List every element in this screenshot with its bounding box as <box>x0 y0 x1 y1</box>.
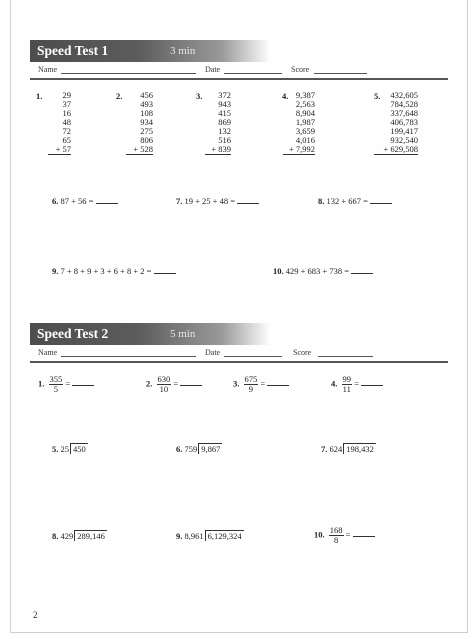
addend: 1,987 <box>295 117 315 127</box>
numerator: 99 <box>342 374 351 384</box>
problem-1: 1. $\frac{355}{5}$ = <box>38 375 94 394</box>
addend: 132 <box>218 126 231 136</box>
speed-test-2-title: Speed Test 2 <box>37 326 109 341</box>
addend: + 528 <box>126 145 153 155</box>
addend: + 57 <box>48 145 71 155</box>
addend: 372 <box>218 90 231 100</box>
denominator: 10 <box>159 384 169 394</box>
addend: 943 <box>218 99 231 109</box>
problem-number: 3. <box>196 91 203 101</box>
problem-number: 1. <box>36 91 43 101</box>
score-label: Score <box>291 65 310 74</box>
problem-number: 8. <box>318 196 325 206</box>
date-label: Date <box>205 65 221 74</box>
addend: 932,540 <box>390 135 418 145</box>
addend: 9,387 <box>295 90 315 100</box>
denominator: 9 <box>248 384 253 394</box>
addend: + 839 <box>205 145 231 155</box>
addend: 16 <box>62 108 71 118</box>
date-field[interactable] <box>224 356 282 357</box>
score-field[interactable] <box>318 356 373 357</box>
answer-blank[interactable] <box>72 379 94 386</box>
divisor: 25 <box>60 444 69 454</box>
addend: 406,783 <box>390 117 418 127</box>
problem-expression: 429 + 683 + 738 = <box>285 266 350 276</box>
problem-10: 10. $\frac{168}{8}$ = <box>314 526 375 545</box>
addend: 934 <box>140 117 153 127</box>
dividend: 6,129,324 <box>205 530 244 541</box>
divisor: 759 <box>184 444 198 454</box>
addend: 869 <box>218 117 231 127</box>
denominator: 11 <box>342 384 351 394</box>
problem-3: 3. $\frac{675}{9}$ = <box>233 375 289 394</box>
denominator: 5 <box>53 384 58 394</box>
addend: 432,605 <box>390 90 418 100</box>
name-label: Name <box>38 348 58 357</box>
addition-column-5 <box>374 91 418 155</box>
addend: 337,648 <box>390 108 418 118</box>
problem-number: 9. <box>176 531 183 541</box>
problem-expression: 132 + 667 = <box>326 196 368 206</box>
problem-8 <box>52 530 107 541</box>
date-field[interactable] <box>224 73 282 74</box>
problem-number: 7. <box>321 444 328 454</box>
numerator: 168 <box>329 525 343 535</box>
problem-number: 10. <box>273 266 284 276</box>
problem-number: 4. <box>331 378 338 389</box>
addend: 456 <box>140 90 153 100</box>
problem-7 <box>321 443 376 454</box>
numerator: 675 <box>244 374 258 384</box>
addition-column-4 <box>283 91 315 155</box>
name-label: Name <box>38 65 58 74</box>
addition-column-3 <box>205 91 231 155</box>
speed-test-1-title: Speed Test 1 <box>37 43 109 58</box>
answer-blank[interactable] <box>351 267 373 274</box>
addend: 65 <box>62 135 71 145</box>
problem-number: 2. <box>116 91 123 101</box>
problem-6 <box>176 443 222 454</box>
denominator: 8 <box>334 535 339 545</box>
header-rule <box>30 78 448 80</box>
addend: 48 <box>62 117 71 127</box>
problem-number: 3. <box>233 378 240 389</box>
problem-number: 10. <box>314 529 325 540</box>
answer-blank[interactable] <box>361 379 383 386</box>
fraction <box>157 375 172 394</box>
problem-6 <box>52 196 118 206</box>
addend: 784,528 <box>390 99 418 109</box>
addend: 108 <box>140 108 153 118</box>
problem-9 <box>176 530 244 541</box>
addend: 3,659 <box>295 126 315 136</box>
score-field[interactable] <box>314 73 367 74</box>
addend: 37 <box>62 99 71 109</box>
addition-column-1 <box>48 91 71 155</box>
divisor: 8,961 <box>184 531 204 541</box>
problem-2: 2. $\frac{630}{10}$ = <box>146 375 202 394</box>
problem-7 <box>176 196 259 206</box>
problem-8 <box>318 196 392 206</box>
problem-expression: 7 + 8 + 9 + 3 + 6 + 8 + 2 = <box>60 266 152 276</box>
problem-expression: 19 + 25 + 48 = <box>184 196 236 206</box>
problem-number: 8. <box>52 531 59 541</box>
divisor: 624 <box>329 444 343 454</box>
fraction <box>244 375 259 394</box>
problem-number: 4. <box>282 91 289 101</box>
addend: 8,904 <box>295 108 315 118</box>
header-rule <box>30 361 448 363</box>
numerator: 630 <box>157 374 171 384</box>
addend: 2,563 <box>295 99 315 109</box>
score-label: Score <box>293 348 312 357</box>
problem-number: 2. <box>146 378 153 389</box>
speed-test-2-time: 5 min <box>170 328 196 340</box>
addition-column-2 <box>126 91 153 155</box>
answer-blank[interactable] <box>180 379 202 386</box>
problem-5 <box>52 443 88 454</box>
problem-number: 7. <box>176 196 183 206</box>
addend: 493 <box>140 99 153 109</box>
problem-4: 4. $\frac{99}{11}$ = <box>331 375 383 394</box>
fraction <box>49 375 64 394</box>
problem-number: 6. <box>52 196 59 206</box>
addend: + 629,508 <box>374 145 418 155</box>
fraction <box>329 526 344 545</box>
answer-blank[interactable] <box>353 530 375 537</box>
problem-10 <box>273 266 373 276</box>
problem-number: 5. <box>374 91 381 101</box>
numerator: 355 <box>49 374 63 384</box>
addend: 516 <box>218 135 231 145</box>
fraction <box>342 375 353 394</box>
speed-test-2-header <box>30 323 270 345</box>
dividend: 450 <box>70 443 88 454</box>
answer-blank[interactable] <box>154 267 176 274</box>
problem-number: 6. <box>176 444 183 454</box>
answer-blank[interactable] <box>370 197 392 204</box>
dividend: 9,867 <box>198 443 222 454</box>
problem-expression: 87 + 56 = <box>60 196 94 206</box>
dividend: 198,432 <box>343 443 376 454</box>
addend: 199,417 <box>390 126 418 136</box>
speed-test-1-time: 3 min <box>170 45 196 57</box>
addend: 415 <box>218 108 231 118</box>
answer-blank[interactable] <box>267 379 289 386</box>
name-field[interactable] <box>61 356 196 357</box>
name-field[interactable] <box>61 73 196 74</box>
problem-number: 9. <box>52 266 59 276</box>
date-label: Date <box>205 348 221 357</box>
addend: 29 <box>62 90 71 100</box>
addend: 806 <box>140 135 153 145</box>
addend: 4,016 <box>295 135 315 145</box>
speed-test-1-header <box>30 40 270 62</box>
divisor: 429 <box>60 531 74 541</box>
addend: 275 <box>140 126 153 136</box>
addend: 72 <box>62 126 71 136</box>
answer-blank[interactable] <box>96 197 118 204</box>
addend: + 7,992 <box>283 145 315 155</box>
problem-number: 1. <box>38 378 45 389</box>
page-number: 2 <box>33 610 38 620</box>
problem-number: 5. <box>52 444 59 454</box>
answer-blank[interactable] <box>237 197 259 204</box>
dividend: 289,146 <box>74 530 107 541</box>
problem-9 <box>52 266 176 276</box>
